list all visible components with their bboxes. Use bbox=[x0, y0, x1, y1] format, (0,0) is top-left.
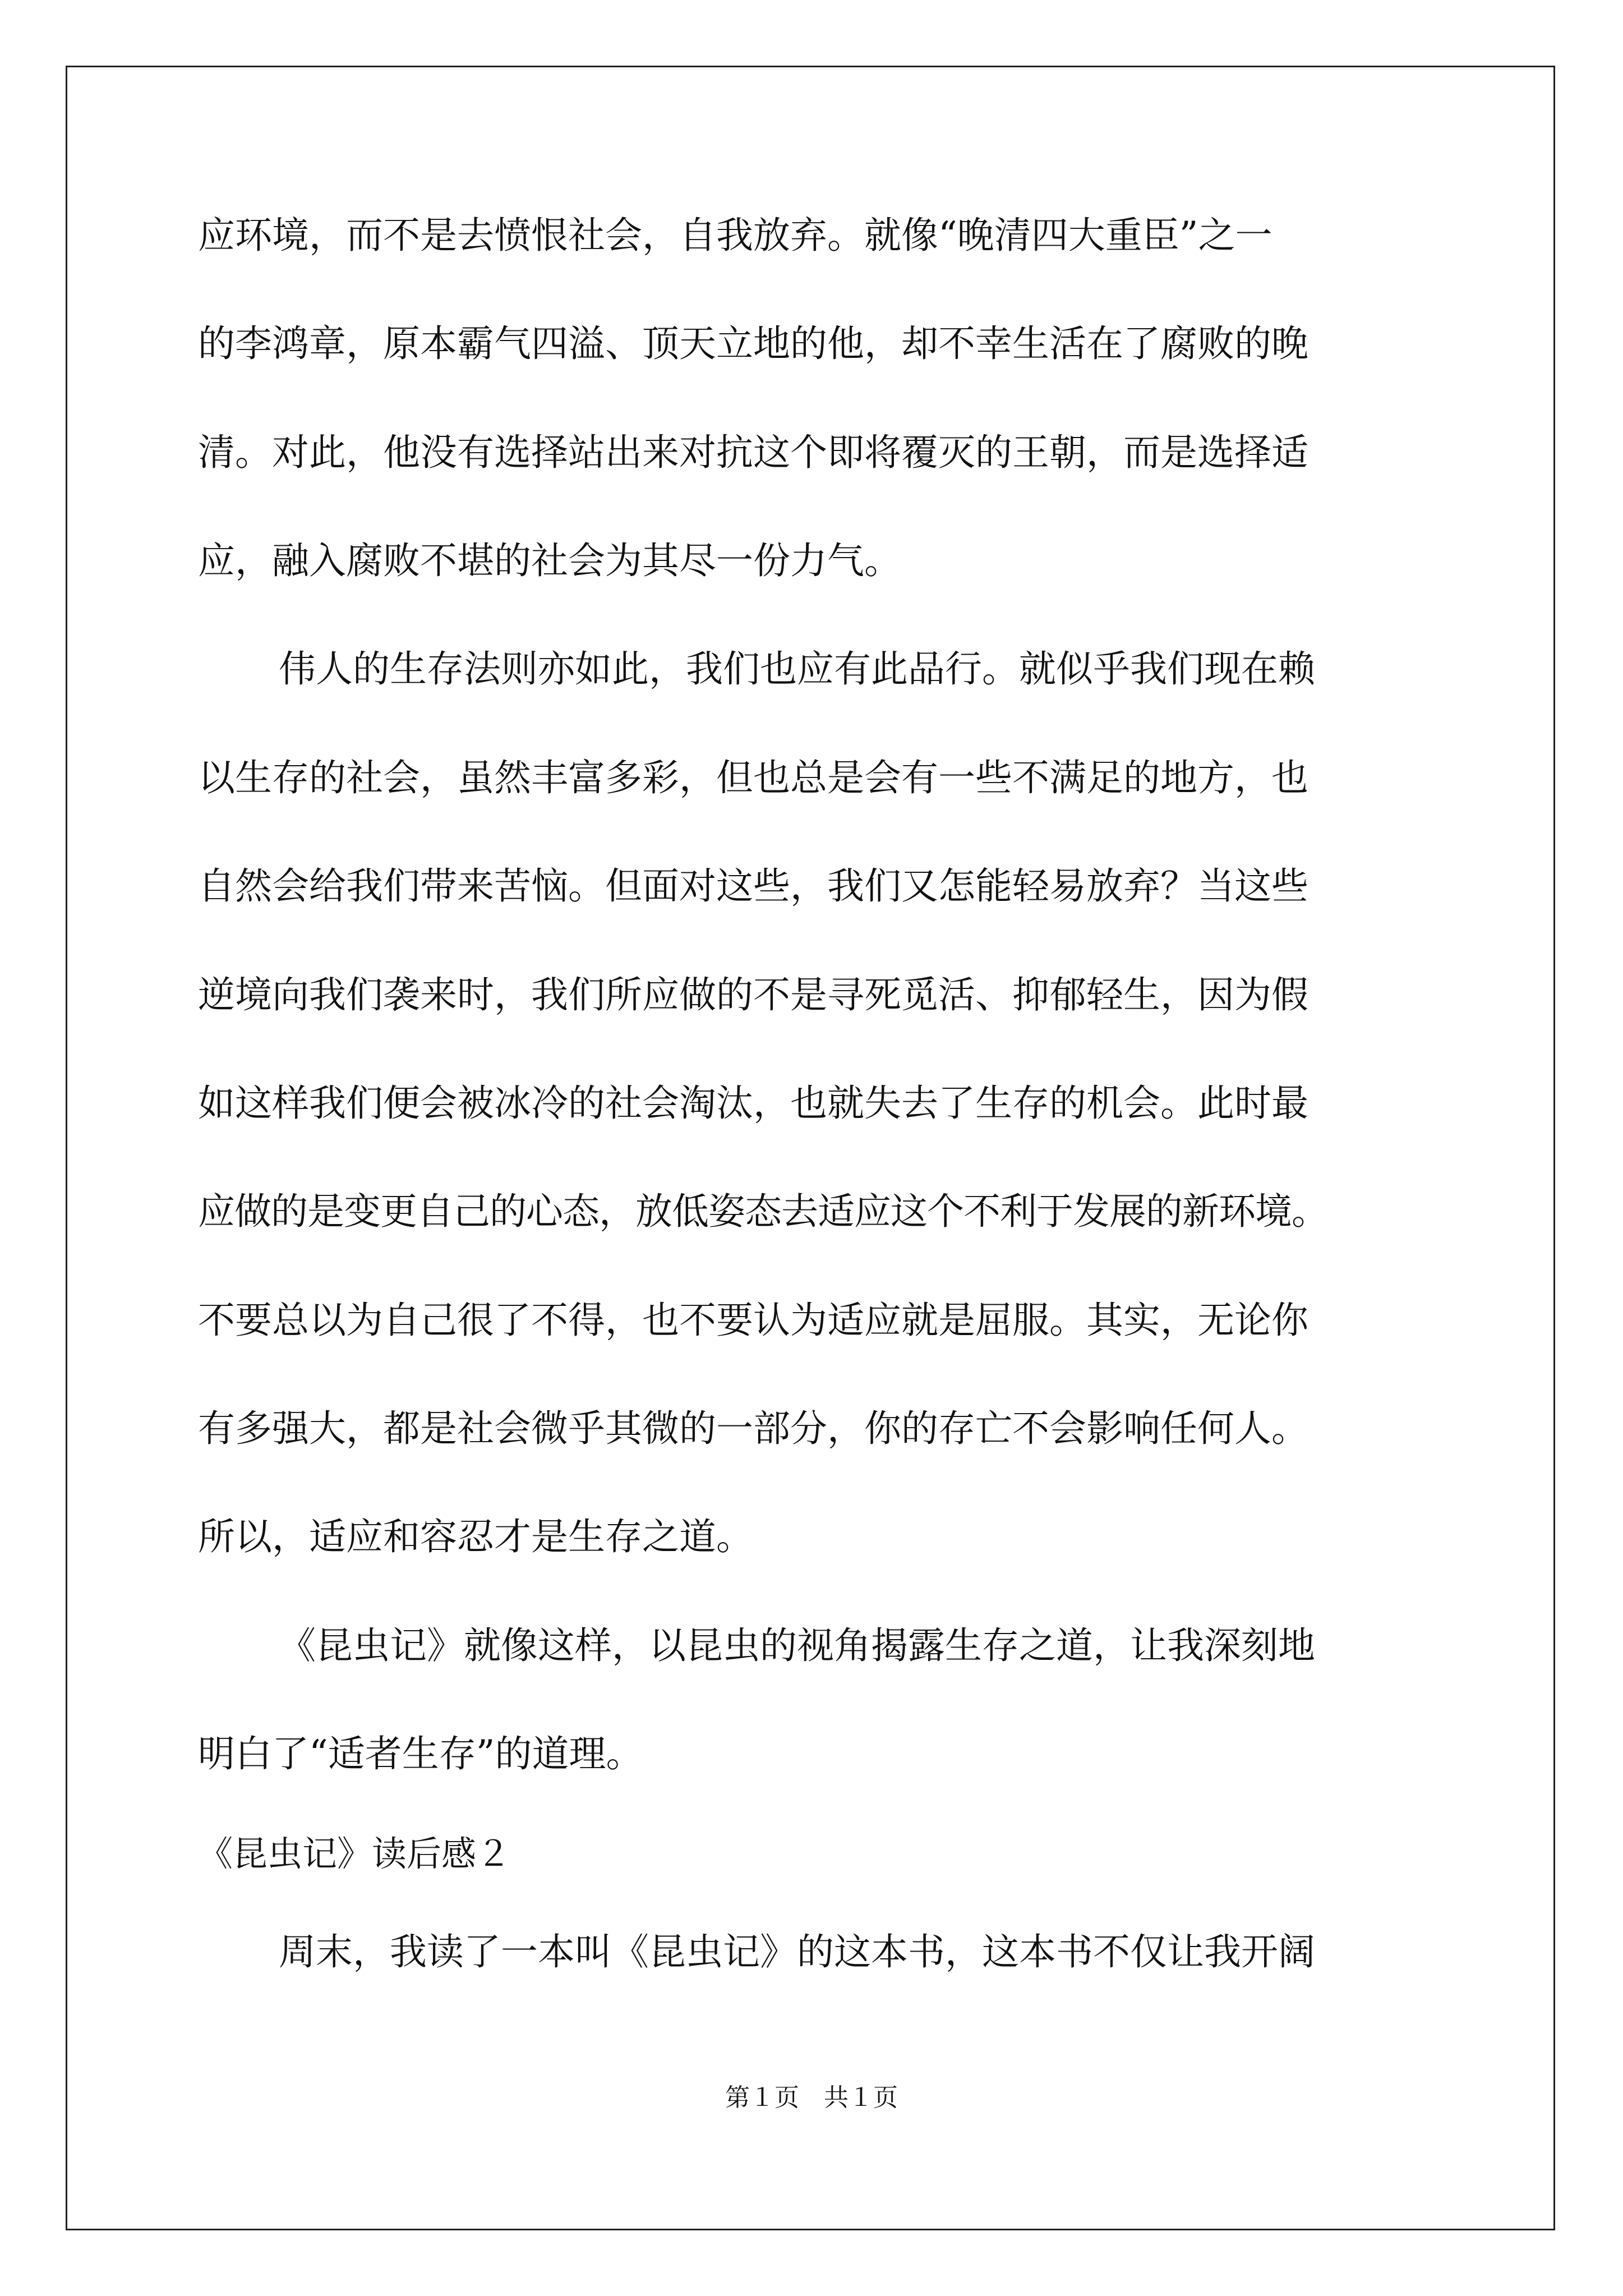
page-footer: 第１页 共１页 bbox=[725, 2083, 898, 2112]
paragraph-2-line-1: 伟人的生存法则亦如此，我们也应有此品行。就似乎我们现在赖 bbox=[279, 647, 1315, 691]
paragraph-2-line-5: 如这样我们便会被冰冷的社会淘汰，也就失去了生存的机会。此时最 bbox=[198, 1082, 1308, 1125]
paragraph-2-line-6: 应做的是变更自己的心态，放低姿态去适应这个不利于发展的新环境。 bbox=[198, 1190, 1328, 1233]
paragraph-1-line-1: 应环境，而不是去愤恨社会，自我放弃。就像“晚清四大重臣”之一 bbox=[198, 214, 1272, 257]
paragraph-2-line-3: 自然会给我们带来苦恼。但面对这些，我们又怎能轻易放弃？当这些 bbox=[198, 864, 1308, 908]
paragraph-1-line-2: 的李鸿章，原本霸气四溢、顶天立地的他，却不幸生活在了腐败的晚 bbox=[198, 322, 1308, 365]
paragraph-3-line-1: 《昆虫记》就像这样，以昆虫的视角揭露生存之道，让我深刻地 bbox=[279, 1624, 1315, 1667]
paragraph-2-line-2: 以生存的社会，虽然丰富多彩，但也总是会有一些不满足的地方，也 bbox=[198, 756, 1308, 799]
paragraph-2-line-9: 所以，适应和容忍才是生存之道。 bbox=[198, 1515, 753, 1558]
paragraph-2-line-8: 有多强大，都是社会微乎其微的一部分，你的存亡不会影响任何人。 bbox=[198, 1407, 1308, 1450]
page-border bbox=[66, 66, 1555, 2230]
paragraph-2-line-7: 不要总以为自己很了不得，也不要认为适应就是屈服。其实，无论你 bbox=[198, 1299, 1308, 1342]
paragraph-3-line-2: 明白了“适者生存”的道理。 bbox=[198, 1732, 643, 1775]
section-heading: 《昆虫记》读后感２ bbox=[198, 1833, 511, 1874]
paragraph-1-line-4: 应，融入腐败不堪的社会为其尽一份力气。 bbox=[198, 539, 901, 582]
paragraph-1-line-3: 清。对此，他没有选择站出来对抗这个即将覆灭的王朝，而是选择适 bbox=[198, 431, 1308, 474]
paragraph-2-line-4: 逆境向我们袭来时，我们所应做的不是寻死觅活、抑郁轻生，因为假 bbox=[198, 973, 1308, 1016]
paragraph-4-line-1: 周末，我读了一本叫《昆虫记》的这本书，这本书不仅让我开阔 bbox=[279, 1930, 1315, 1973]
